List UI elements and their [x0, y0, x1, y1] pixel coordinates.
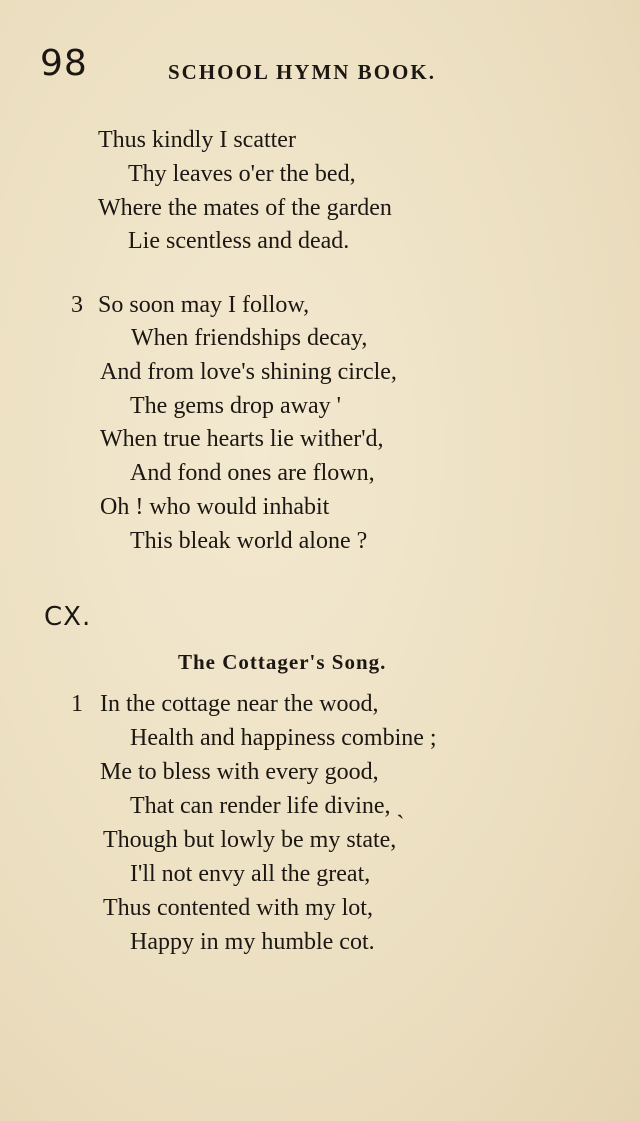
verse-line: That can render life divine, ˏ	[130, 793, 405, 819]
verse-line: This bleak world alone ?	[130, 528, 368, 554]
verse-line: When friendships decay,	[131, 325, 368, 351]
verse-line: Happy in my humble cot.	[130, 929, 375, 955]
verse-line: Thus kindly I scatter	[98, 127, 296, 153]
verse-line: I'll not envy all the great,	[130, 861, 371, 887]
hymn-title: The Cottager's Song.	[178, 650, 387, 674]
verse-line: And from love's shining circle,	[100, 359, 397, 385]
verse-line: Thus contented with my lot,	[103, 895, 373, 921]
verse-line: And fond ones are flown,	[130, 460, 375, 486]
page-number: 98	[40, 43, 88, 84]
verse-line: Health and happiness combine ;	[130, 725, 437, 751]
verse-line: Though but lowly be my state,	[103, 827, 397, 853]
running-title: SCHOOL HYMN BOOK.	[168, 60, 436, 84]
verse-line: Lie scentless and dead.	[128, 228, 350, 254]
verse-line: Thy leaves o'er the bed,	[128, 161, 356, 187]
verse-line: Me to bless with every good,	[100, 759, 379, 785]
stanza-number: 3	[71, 292, 83, 318]
verse-line: In the cottage near the wood,	[100, 691, 379, 717]
verse-line: So soon may I follow,	[98, 292, 310, 318]
verse-line: Oh ! who would inhabit	[100, 494, 330, 520]
verse-line: When true hearts lie wither'd,	[100, 426, 384, 452]
verse-line: The gems drop away '	[130, 393, 341, 419]
hymn-number: CX.	[44, 602, 92, 632]
verse-line: Where the mates of the garden	[98, 195, 392, 221]
stanza-number: 1	[71, 691, 83, 717]
